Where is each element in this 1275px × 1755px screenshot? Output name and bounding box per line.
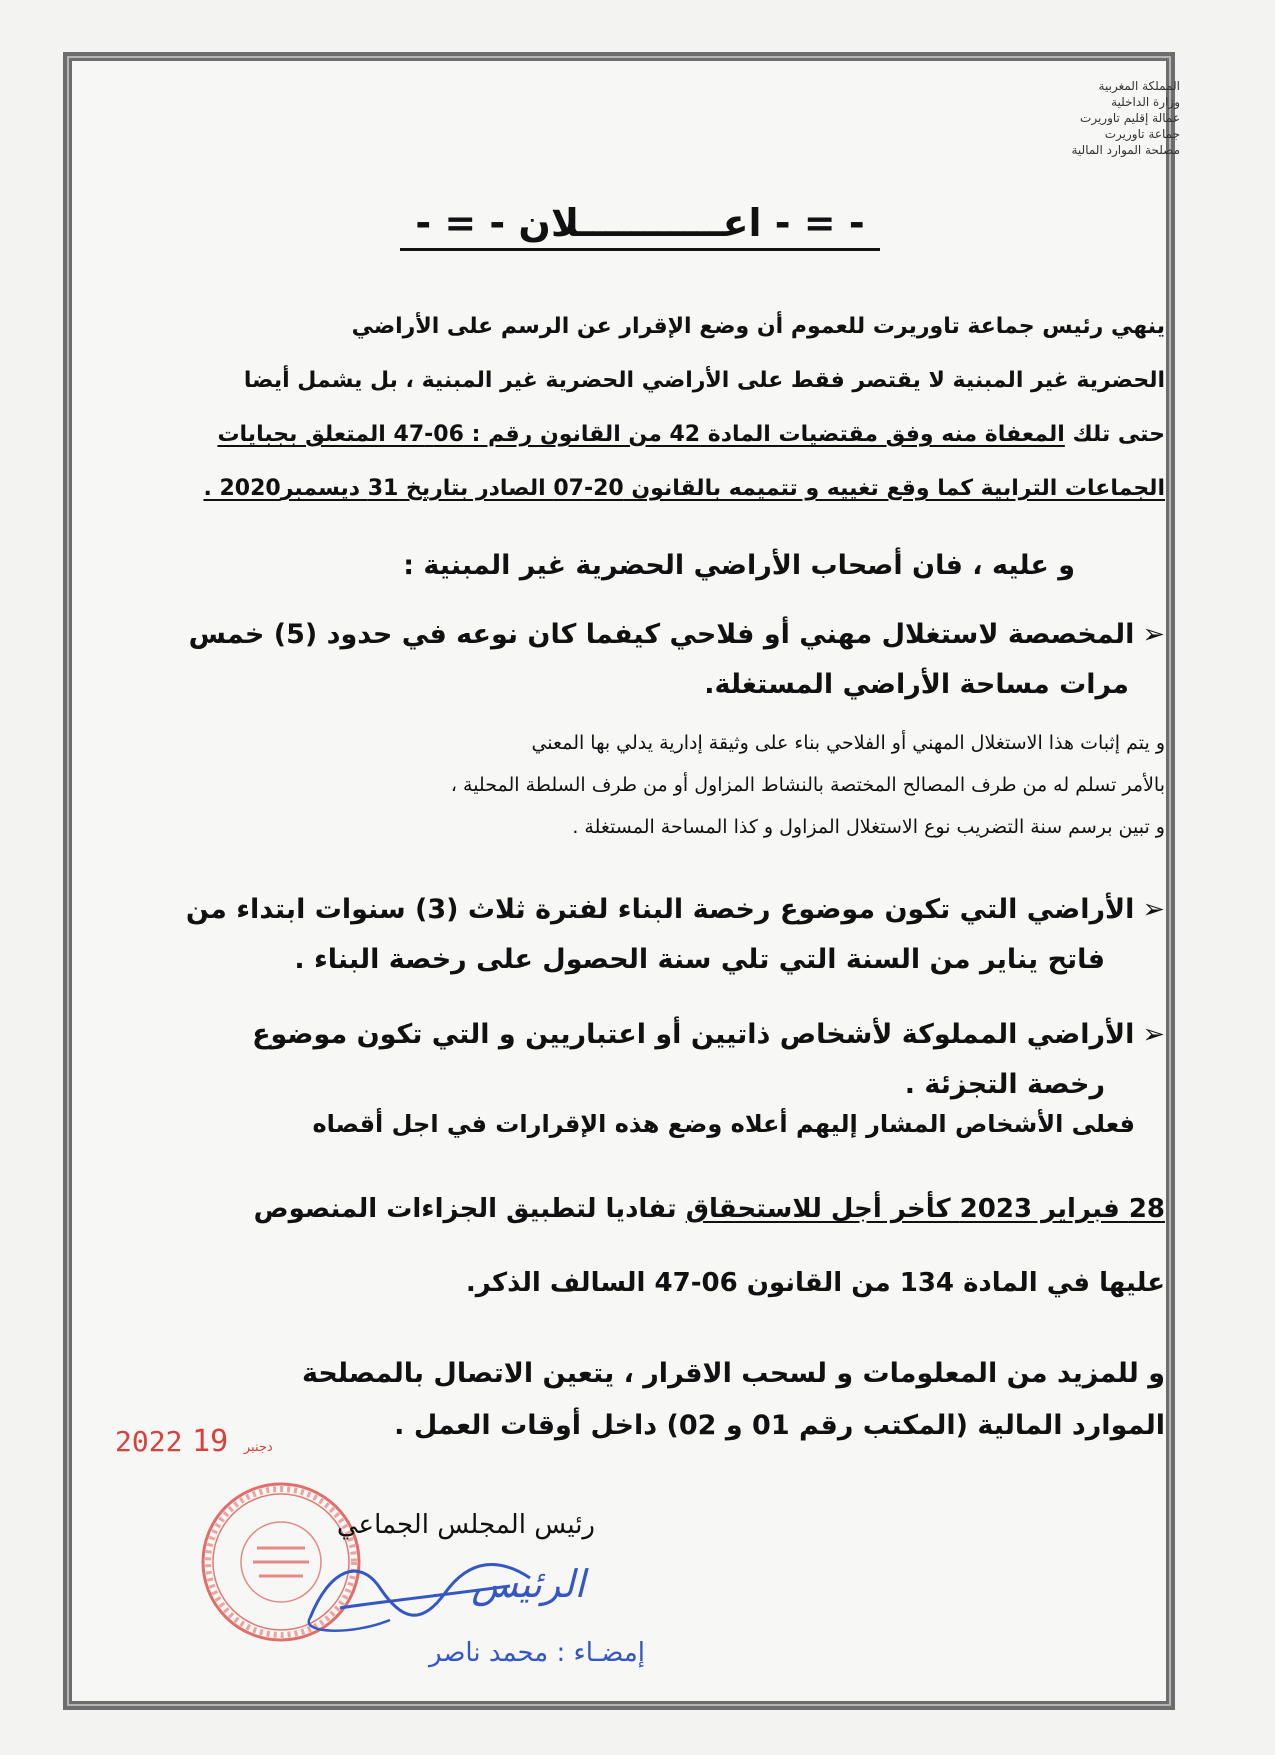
- header-line: جماعة تاوريرت: [1104, 127, 1180, 141]
- handwritten-title: الرئيس: [471, 1562, 585, 1606]
- signatory-title: رئيس المجلس الجماعي: [336, 1510, 595, 1540]
- arrow-check-icon: ➢: [1142, 619, 1165, 650]
- list-item: [186, 885, 1165, 985]
- paragraph-line: ينهي رئيس جماعة تاوريرت للعموم أن وضع الإقرار عن الرسم على الأراضي: [351, 314, 1165, 339]
- paragraph-text: حتى تلك: [1064, 422, 1165, 447]
- deadline-text: تفاديا لتطبيق الجزاءات المنصوص: [253, 1194, 686, 1224]
- contact-paragraph: [302, 1348, 1165, 1452]
- underlined-text: المعفاة منه وفق مقتضيات المادة 42 من القانون رقم : 06-47 المتعلق بجبايات: [217, 422, 1065, 447]
- note-line: بالأمر تسلم له من طرف المصالح المختصة بالنشاط المزاول أو من طرف السلطة المحلية ،: [450, 774, 1165, 796]
- paragraph-line: الجماعات الترابية كما وقع تغييه و تتميمه بالقانون 20-07 الصادر بتاريخ 31 ديسمبر2020 .: [203, 476, 1165, 501]
- date-day: 19: [192, 1424, 229, 1459]
- header-line: المملكة المغربية: [1098, 79, 1180, 93]
- paragraph-line: [203, 408, 1165, 462]
- document-header: [920, 78, 1180, 158]
- deadline-line: [254, 1172, 1165, 1246]
- list-item: [189, 610, 1165, 710]
- arrow-check-icon: ➢: [1142, 1019, 1165, 1050]
- contact-line: و للمزيد من المعلومات و لسحب الاقرار ، يتعين الاتصال بالمصلحة: [302, 1358, 1165, 1389]
- list-item-text: رخصة التجزئة .: [904, 1069, 1105, 1100]
- list-item-text: المخصصة لاستغلال مهني أو فلاحي كيفما كان نوعه في حدود (5) خمس: [188, 619, 1135, 650]
- action-text: فعلى الأشخاص المشار إليهم أعلاه وضع هذه الإقرارات في اجل أقصاه: [312, 1110, 1135, 1138]
- list-item-text: مرات مساحة الأراضي المستغلة.: [704, 669, 1129, 700]
- date-year: 2022: [115, 1425, 183, 1458]
- note-paragraph: [451, 722, 1165, 848]
- deadline-date: 28 فبراير 2023 كأخر أجل للاستحقاق: [685, 1194, 1165, 1224]
- list-item-text: فاتح يناير من السنة التي تلي سنة الحصول على رخصة البناء .: [294, 944, 1105, 975]
- paragraph-intro: [203, 300, 1165, 516]
- arrow-check-icon: ➢: [1142, 894, 1165, 925]
- note-line: و يتم إثبات هذا الاستغلال المهني أو الفلاحي بناء على وثيقة إدارية يدلي بها المعني: [531, 732, 1165, 754]
- deadline-line: عليها في المادة 134 من القانون 06-47 السالف الذكر.: [465, 1268, 1165, 1298]
- list-item: [252, 1010, 1165, 1110]
- announcement-title: - = - اعـــــــــــلان - = -: [400, 200, 880, 251]
- list-item-text: الأراضي التي تكون موضوع رخصة البناء لفترة ثلاث (3) سنوات ابتداء من: [185, 894, 1135, 925]
- signed-by: إمضـاء : محمد ناصر: [429, 1638, 645, 1668]
- note-line: و تبين برسم سنة التضريب نوع الاستغلال المزاول و كذا المساحة المستغلة .: [572, 816, 1165, 838]
- date-month: دجنبر: [243, 1440, 273, 1455]
- header-line: مصلحة الموارد المالية: [1071, 143, 1180, 157]
- header-line: وزارة الداخلية: [1111, 95, 1180, 109]
- contact-line: الموارد المالية (المكتب رقم 01 و 02) داخل أوقات العمل .: [394, 1410, 1165, 1441]
- paragraph-line: الحضرية غير المبنية لا يقتصر فقط على الأراضي الحضرية غير المبنية ، بل يشمل أيضا: [243, 368, 1165, 393]
- list-item-text: الأراضي المملوكة لأشخاص ذاتيين أو اعتباريين و التي تكون موضوع: [252, 1019, 1135, 1050]
- owners-intro: و عليه ، فان أصحاب الأراضي الحضرية غير المبنية :: [403, 550, 1075, 581]
- header-line: عمالة إقليم تاوريرت: [1080, 111, 1180, 125]
- deadline-paragraph: [254, 1172, 1165, 1320]
- date-stamp: [115, 1424, 279, 1459]
